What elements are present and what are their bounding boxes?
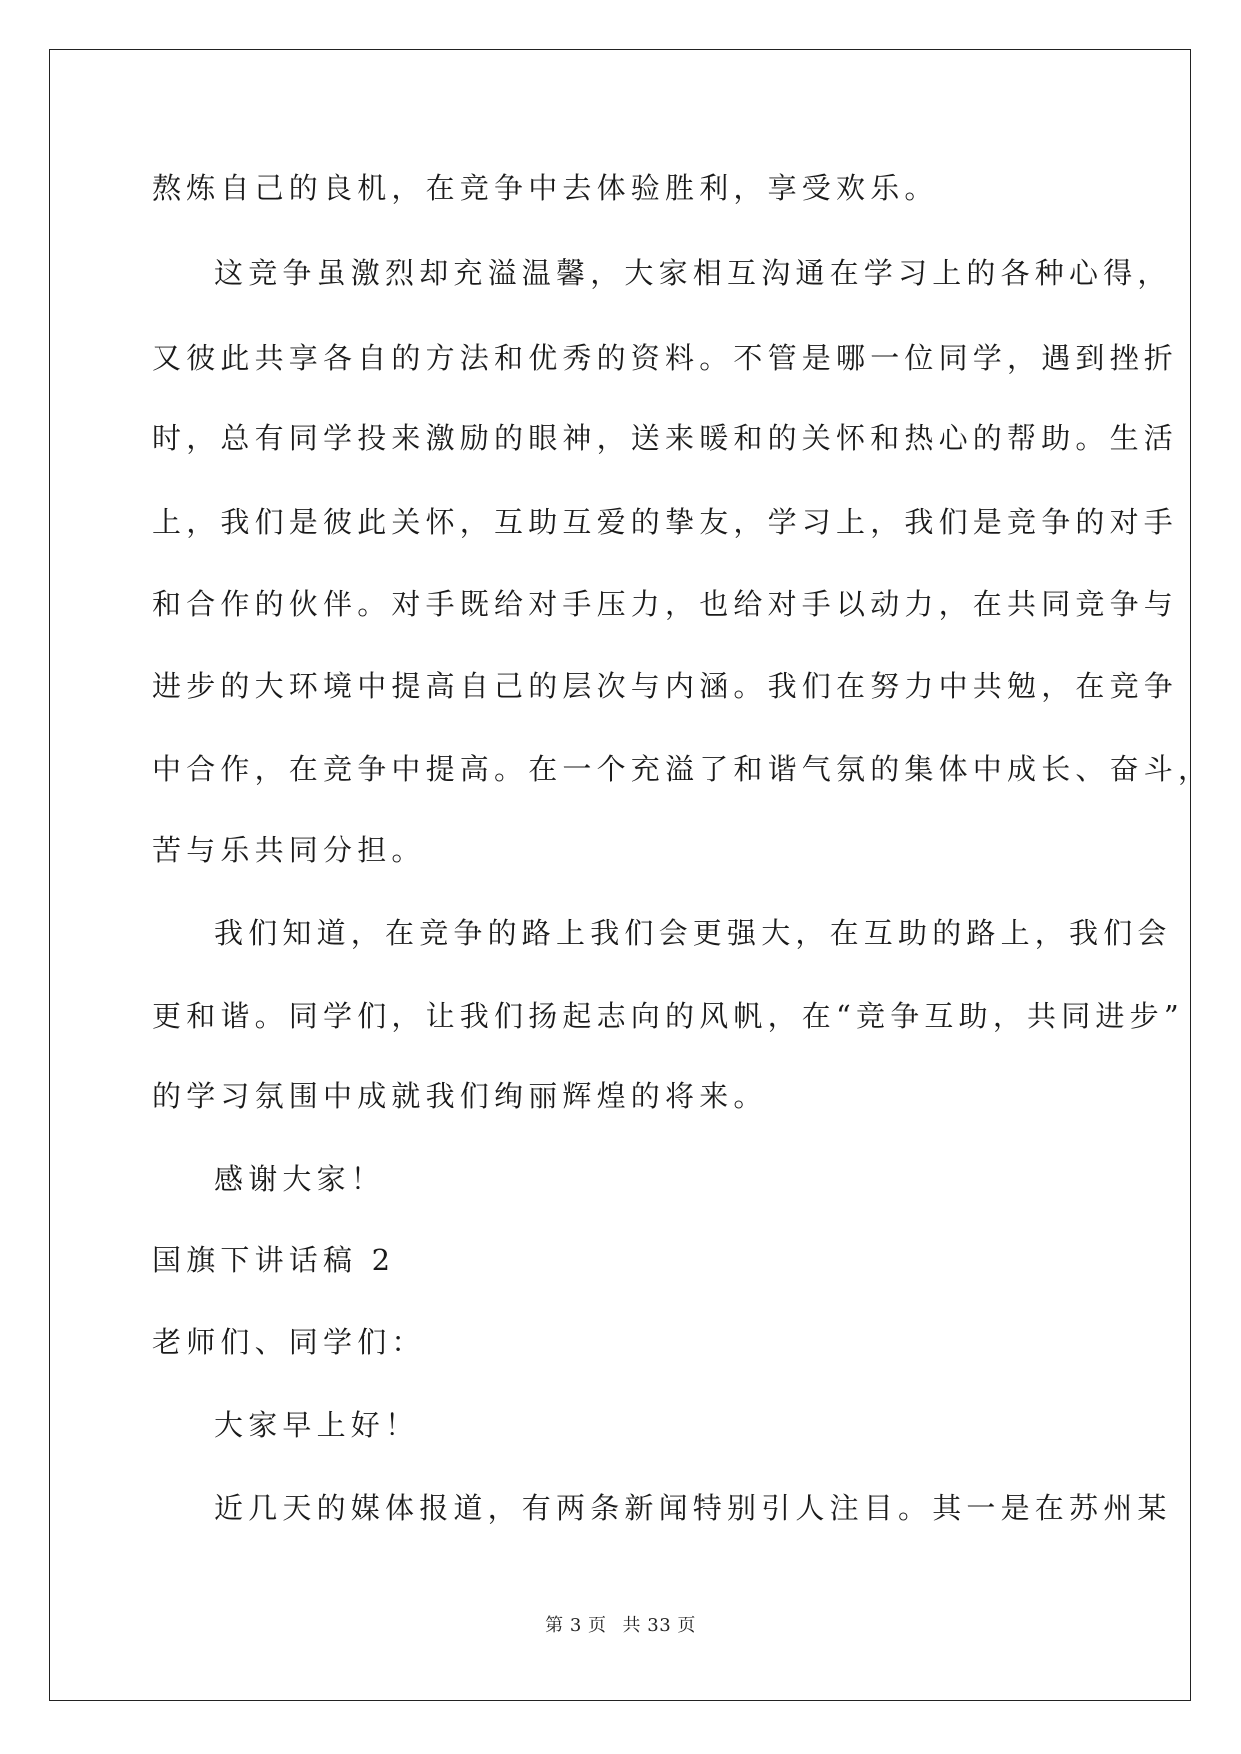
closing-thanks: 感谢大家！	[214, 1162, 386, 1196]
text-line: 时，总有同学投来激励的眼神，送来暖和的关怀和热心的帮助。生活	[152, 421, 1179, 455]
text-line: 的学习氛围中成就我们绚丽辉煌的将来。	[152, 1079, 768, 1113]
text-line: 又彼此共享各自的方法和优秀的资料。不管是哪一位同学，遇到挫折	[152, 341, 1179, 375]
text-line: 和合作的伙伴。对手既给对手压力，也给对手以动力，在共同竞争与	[152, 587, 1179, 621]
paragraph-start: 我们知道，在竞争的路上我们会更强大，在互助的路上，我们会	[214, 916, 1172, 950]
paragraph-start: 这竞争虽激烈却充溢温馨，大家相互沟通在学习上的各种心得，	[214, 256, 1172, 290]
text-line: 进步的大环境中提高自己的层次与内涵。我们在努力中共勉，在竞争	[152, 669, 1179, 703]
page-footer	[0, 1614, 1241, 1638]
text-line: 更和谐。同学们，让我们扬起志向的风帆，在“竞争互助，共同进步”	[152, 999, 1184, 1033]
salutation: 老师们、同学们：	[152, 1325, 426, 1359]
section-heading: 国旗下讲话稿 2	[152, 1243, 396, 1277]
page-total: 共 33 页	[622, 1615, 696, 1636]
page-border	[49, 49, 1191, 1701]
paragraph-start: 近几天的媒体报道，有两条新闻特别引人注目。其一是在苏州某	[214, 1491, 1172, 1525]
text-line: 熬炼自己的良机，在竞争中去体验胜利，享受欢乐。	[152, 171, 939, 205]
text-line: 苦与乐共同分担。	[152, 833, 426, 867]
text-line: 中合作，在竞争中提高。在一个充溢了和谐气氛的集体中成长、奋斗，	[152, 752, 1213, 786]
text-line: 上，我们是彼此关怀，互助互爱的挚友，学习上，我们是竞争的对手	[152, 505, 1179, 539]
page-number: 第 3 页	[545, 1615, 607, 1636]
greeting: 大家早上好！	[214, 1408, 420, 1442]
